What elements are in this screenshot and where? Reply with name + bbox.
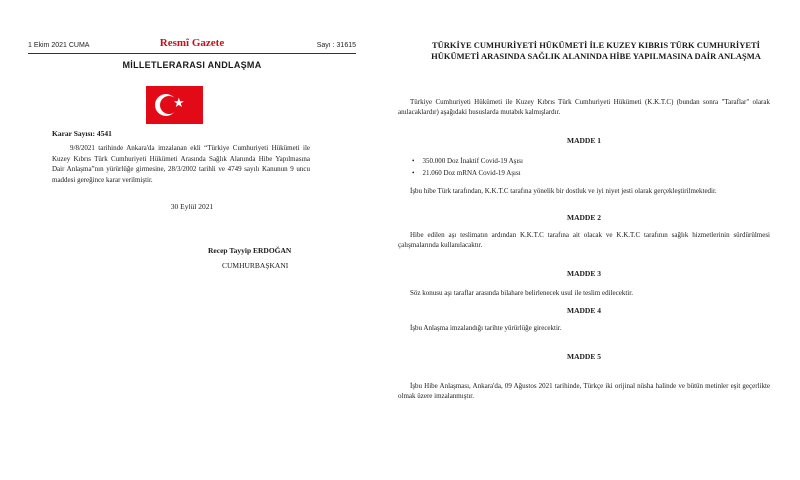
article-text: Hibe edilen aşı teslimatın ardından K.K.T.C tarafına ait olacak ve K.K.T.C tarafının sağlık hizmetlerinin sürdürülmesi çalışmalarında kullanılacaktır. [398, 231, 770, 249]
section-title: MİLLETLERARASI ANDLAŞMA [122, 60, 262, 70]
article-heading: MADDE 5 [567, 352, 601, 361]
gazette-page [0, 0, 385, 480]
signatory-title: CUMHURBAŞKANI [222, 261, 289, 270]
vaccine-list [412, 155, 523, 179]
article-heading: MADDE 2 [567, 213, 601, 222]
agreement-intro: Türkiye Cumhuriyeti Hükümeti ile Kuzey Kıbrıs Türk Cumhuriyeti Hükümeti (K.K.T.C) (bundan sonra "Taraflar" olarak anılacaklardır) aşağıdaki hususlarda mutabık kalmışlardır. [398, 98, 770, 116]
article-text: Söz konusu aşı taraflar arasında bilahare belirlenecek usul ile teslim edilecektir. [410, 289, 633, 297]
article-heading: MADDE 1 [567, 136, 601, 145]
decision-number: Karar Sayısı: 4541 [52, 129, 112, 138]
article-text: İşbu Anlaşma imzalandığı tarihte yürürlüğe girecektir. [410, 324, 562, 332]
signatory-name: Recep Tayyip ERDOĞAN [208, 246, 292, 255]
article-text: İşbu hibe Türk tarafından, K.K.T.C tarafına yönelik bir dostluk ve iyi niyet jesti olarak gerçekleştirilmektedir. [410, 187, 717, 195]
article-heading: MADDE 4 [567, 306, 601, 315]
list-item: • 350.000 Doz İnaktif Covid-19 Aşısı [412, 155, 523, 167]
decision-date: 30 Eylül 2021 [170, 202, 214, 211]
decision-text: 9/8/2021 tarihinde Ankara'da imzalanan ekli “Türkiye Cumhuriyeti Hükümeti ile Kuzey Kıbrıs Türk Cumhuriyeti Hükümeti Arasında Sağlık Alanında Hibe Yapılmasına Dair Anlaşma”nın yürürlüğe girmesine, 28/3/2002 tarihli ve 4749 sayılı Kanunun 9 uncu maddesi gereğince karar verilmiştir. [52, 144, 310, 184]
gazette-header [28, 38, 356, 54]
gazette-date: 1 Ekim 2021 CUMA [28, 42, 90, 49]
agreement-title: TÜRKİYE CUMHURİYETİ HÜKÜMETİ İLE KUZEY KIBRIS TÜRK CUMHURİYETİ HÜKÜMETİ ARASINDA SAĞLIK ALANINDA HİBE YAPILMASINA DAİR ANLAŞMA [431, 40, 761, 61]
article-heading: MADDE 3 [567, 269, 601, 278]
turkish-flag-icon: ★ [146, 86, 203, 124]
article-text: İşbu Hibe Anlaşması, Ankara'da, 09 Ağustos 2021 tarihinde, Türkçe iki orijinal nüsha halinde ve bütün metinler eşit geçerlikte olmak üzere imzalanmıştır. [398, 382, 770, 400]
gazette-name: Resmî Gazete [159, 37, 225, 49]
header-divider [28, 53, 356, 54]
list-item: • 21.060 Doz mRNA Covid-19 Aşısı [412, 167, 523, 179]
gazette-issue: Sayı : 31615 [316, 42, 356, 49]
